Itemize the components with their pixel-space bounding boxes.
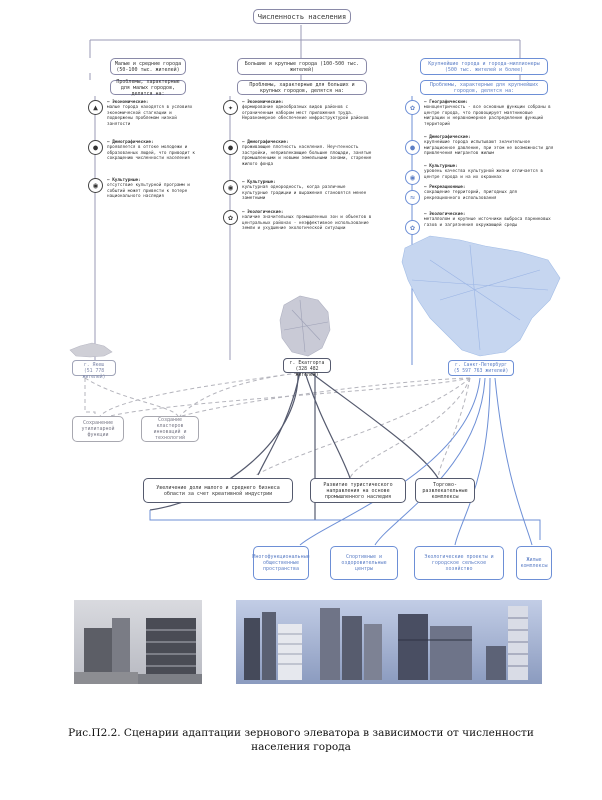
scenario-residential: Жилые комплексы [516,546,552,580]
small-demographic-text: – Демографические: проявляется в оттоке молодежи и образованных людей, что приводит к сокращению численности населения [107,140,195,162]
culture-icon: ◉ [88,178,103,193]
scenario-urban-agriculture: Экологические проекты и городское сельское хозяйство [414,546,504,580]
dash-small-city-1 [85,378,95,416]
small-cultural-text: – Культурные: отсутствие культурной программ и событий может привести к потере национального наследия [107,178,190,200]
scenario-utilitarian: Сохранение утилитарной функции [72,416,124,442]
demography-icon: ● [223,140,238,155]
scenario-creative-business: Увеличение доли малого и среднего бизнеса области за счет креативной индустрии [143,478,293,503]
scenario-sports-centers: Спортивные и оздоровительные центры [330,546,398,580]
scenario-multifunctional-spaces: Многофункциональные общественные пространства [253,546,309,580]
culture-icon: ◉ [223,180,238,195]
scenario-retail-entertainment: Торгово-развлекательные комплексы [415,478,475,503]
economy-icon: ✦ [223,100,238,115]
large-ecological-text: – Экологические: наличие значительных промышленных зон и объектов в центральных районах - неэффективное использование земли и ухудшение экологической ситуации [242,210,372,232]
largest-demographic-text: – Демографические: крупнейшие города испытывают значительное миграционное давление, при этом не возможности для привлечения мигрантов жилым [424,135,554,157]
root-connector [90,25,520,58]
largest-geographic-text: – Географические: моноцентричность - все основные функции собраны в центре города, что провоцирует маятниковые миграции и неравномерное распределение функций территорий [424,100,551,127]
large-city-label: г. Екатгорта (328 482 жителей) [283,358,331,373]
small-cities-problems: Проблемы, характерные для малых городов, делятся на: [110,80,186,95]
large-demographic-text: – Демографические: проживающие плотность населения. Неучтенность застройки, непривлекающие большие площади, занятые промышленными и новыми земельными зонами, старение жилого фонда [242,140,372,167]
largest-ecological-text: – Экологические: металлолом и крупные источники выброса парниковых газов и загрязнения окружающей среды [424,212,551,228]
recreation-icon: ≈ [405,190,420,205]
small-cities-category: Малые и средние города (50-100 тыс. жителей) [110,58,186,75]
largest-cities-problems: Проблемы, характерные для крупнейших городов, делятся на: [420,80,548,95]
large-economic-text: – Экономические: формирование однообразных видов районов с ограниченным набором мест приложения труда. Неравномерное обеспечение инфраструктурой районов [242,100,369,122]
large-cities-problems: Проблемы, характерные для больших и крупных городов, делятся на: [237,80,367,95]
metropolis-city-label: г. Санкт-Петербург (5 597 763 жителей) [448,360,514,376]
geography-icon: ✿ [405,100,420,115]
economy-icon: ▲ [88,100,103,115]
largest-cities-category: Крупнейшие города и города-миллионеры (500 тыс. жителей и более) [420,58,548,75]
small-city-label: г. Якеш (51 778 жителей) [72,360,116,376]
population-root-box: Численность населения [253,9,351,24]
scenario-innovation-clusters: Создание кластеров инноваций и технологий [141,416,199,442]
small-economic-text: – Экономические: малые города находятся в условиях экономической стагнации и подвержены проблемам низкой занятости [107,100,193,127]
ecology-icon: ✿ [223,210,238,225]
scenario-tourism-heritage: Развитие туристического направления на основе промышленного наследия [310,478,406,503]
large-cultural-text: – Культурные: культурная однородность, когда различные культурные традиции и выражения становятся менее заметными [242,180,367,202]
culture-icon: ◉ [405,170,420,185]
large-cities-category: Большие и крупные города (100-500 тыс. жителей) [237,58,367,75]
figure-caption: Рис.П2.2. Сценарии адаптации зернового элеватора в зависимости от численности населения города [68,727,534,753]
largest-recreational-text: – Рекреационные: сокращение территорий, пригодных для рекреационного использования [424,185,518,201]
demography-icon: ● [405,140,420,155]
demography-icon: ● [88,140,103,155]
largest-cultural-text: – Культурные: уровень качества культурной жизни отличается в центре города и на их окраинах [424,164,543,180]
ecology-icon: ✿ [405,220,420,235]
